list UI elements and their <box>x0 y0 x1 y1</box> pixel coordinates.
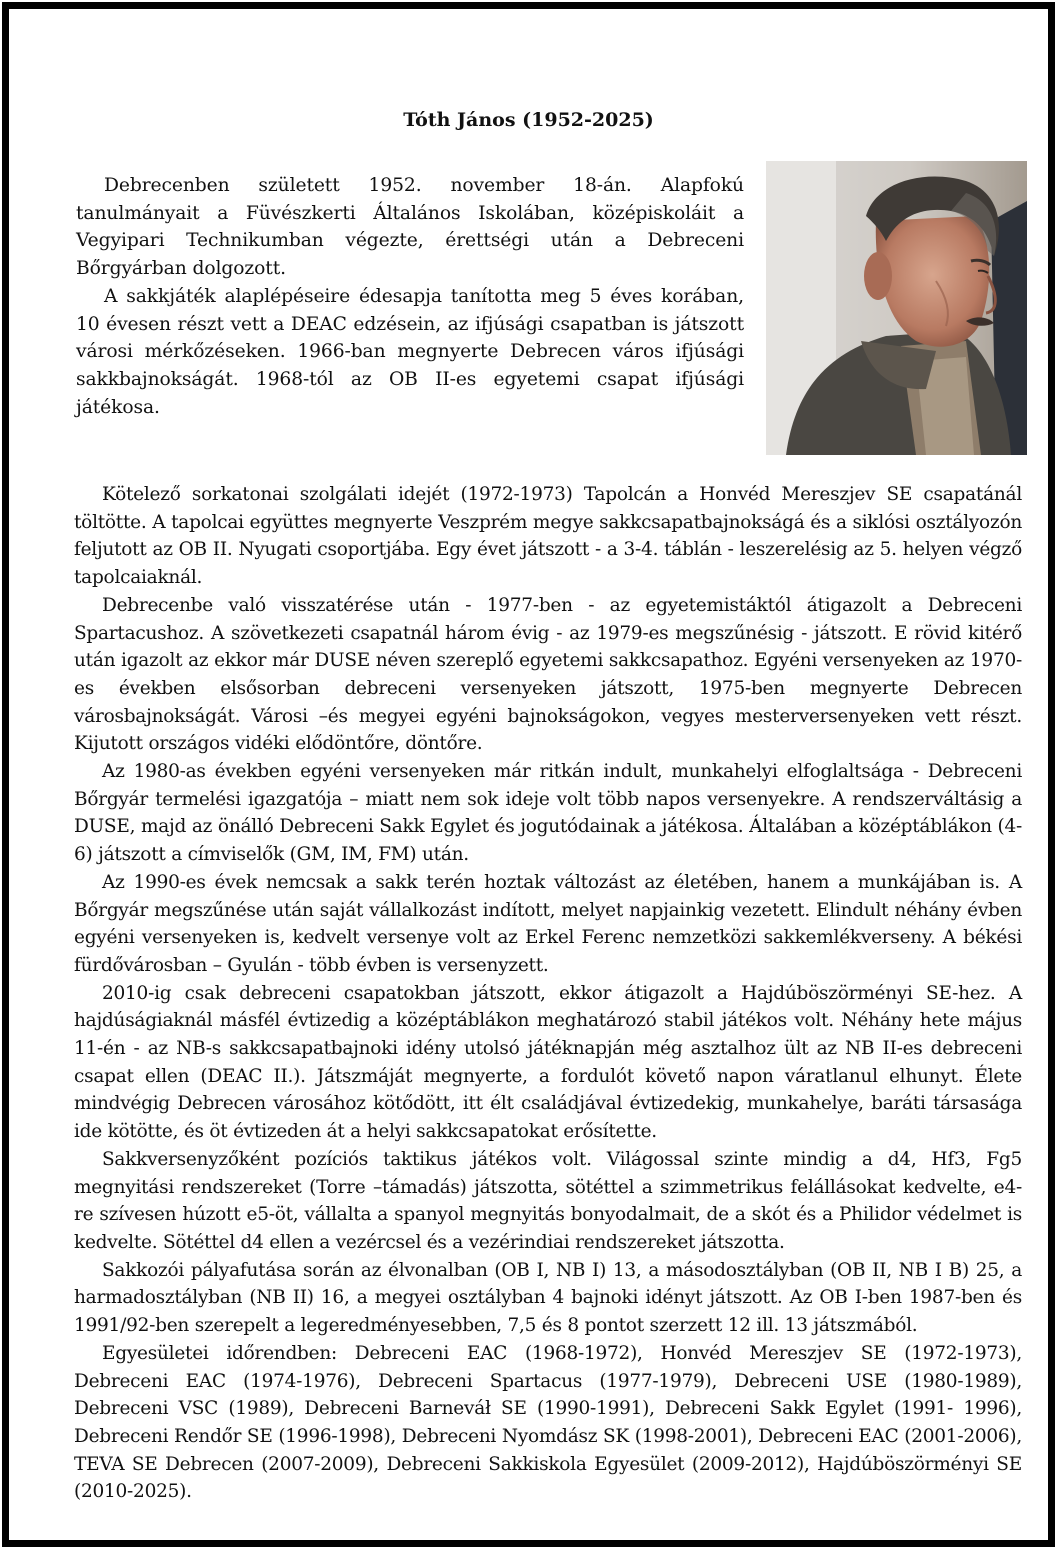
portrait-illustration <box>766 161 1027 455</box>
body-paragraph-career: Sakkozói pályafutása során az élvonalban (OB I, NB I) 13, a másodosztályban (OB II, NB I B) 25, a harmadosztályban (NB II) 16, a megyei osztályban 4 bajnoki idényt játszott. Az OB I-ben 1987-ben és 1991/92-ben szerepelt a legeredményesebben, 7,5 és 8 pontot szerzett 12 ill. 13 játszmából. <box>74 1259 1022 1337</box>
intro-paragraph-1: Debrecenben született 1952. november 18-án. Alapfokú tanulmányait a Füvészkerti Általános Iskolában, középiskoláit a Vegyipari Technikumban végezte, érettségi után a Debreceni Bőrgyárban dolgozott. <box>76 175 744 280</box>
body-paragraph-military: Kötelező sorkatonai szolgálati idejét (1972-1973) Tapolcán a Honvéd Mereszjev SE csapatánál töltötte. A tapolcai együttes megnyerte Veszprém megye sakkcsapatbajnokságá és a siklósi osztályozón feljutott az OB II. Nyugati csoportjába. Egy évet játszott - a 3-4. táblán - leszerelésig az 5. helyen végző tapolcaiaknál. <box>74 484 1022 589</box>
portrait-photo <box>766 161 1027 455</box>
intro-paragraph-2: A sakkjáték alaplépéseire édesapja tanította meg 5 éves korában, 10 évesen részt vett a DEAC edzésein, az ifjúsági csapatban is játszott városi mérkőzéseken. 1966-ban megnyerte Debrecen város ifjúsági sakkbajnokságát. 1968-tól az OB II-es egyetemi csapat ifjúsági játékosa. <box>76 285 744 418</box>
intro-text <box>76 172 744 421</box>
body-paragraph-1980s: Az 1980-as években egyéni versenyeken már ritkán indult, munkahelyi elfoglaltsága - Debreceni Bőrgyár termelési igazgatója – miatt nem sok ideje volt több napos versenyekre. A rendszerváltásig a DUSE, majd az önálló Debreceni Sakk Egylet és jogutódainak a játékosa. Általában a középtáblákon (4-6) játszott a címviselők (GM, IM, FM) után. <box>74 761 1022 866</box>
body-paragraph-style: Sakkversenyzőként pozíciós taktikus játékos volt. Világossal szinte mindig a d4, Hf3, Fg5 megnyitási rendszereket (Torre –támadás) játszotta, sötéttel a szimmetrikus felállásokat kedvelte, e4-re szívesen húzott e5-öt, vállalta a spanyol megnyitás bonyodalmait, de a skót és a Philidor védelmet is kedvelte. Sötéttel d4 ellen a vezércsel és a vezérindiai rendszereket játszotta. <box>74 1148 1022 1253</box>
body-paragraph-1990s: Az 1990-es évek nemcsak a sakk terén hoztak változást az életében, hanem a munkájában is. A Bőrgyár megszűnése után saját vállalkozást indított, melyet napjainkig vezetett. Elindult néhány évben egyéni versenyeken is, kedvelt versenye volt az Erkel Ferenc nemzetközi sakkemlékverseny. A békési fürdővárosban – Gyulán - több évben is versenyzett. <box>74 871 1022 976</box>
document-title: Tóth János (1952-2025) <box>403 109 654 131</box>
body-text <box>74 481 1022 1506</box>
body-paragraph-2010: 2010-ig csak debreceni csapatokban játszott, ekkor átigazolt a Hajdúböszörményi SE-hez. A hajdúságiaknál másfél évtizedig a középtáblákon meghatározó stabil játékos volt. Néhány hete május 11-én - az NB-s sakkcsapatbajnoki idény utolsó játéknapján még asztalhoz ült az NB II-es debreceni csapat ellen (DEAC II.). Játszmáját megnyerte, a fordulót követő napon váratlanul elhunyt. Élete mindvégig Debrecen városához kötődött, itt élt családjával évtizedekig, munkahelye, baráti társasága ide kötötte, és öt évtizeden át a helyi sakkcsapatokat erősítette. <box>74 982 1022 1143</box>
body-paragraph-clubs: Egyesületei időrendben: Debreceni EAC (1968-1972), Honvéd Mereszjev SE (1972-1973), Debreceni EAC (1974-1976), Debreceni Spartacus (1977-1979), Debreceni USE (1980-1989), Debreceni VSC (1989), Debreceni Barneváł SE (1990-1991), Debreceni Sakk Egylet (1991- 1996), Debreceni Rendőr SE (1996-1998), Debreceni Nyomdász SK (1998-2001), Debreceni EAC (2001-2006), TEVA SE Debrecen (2007-2009), Debreceni Sakkiskola Egyesület (2009-2012), Hajdúböszörményi SE (2010-2025). <box>74 1342 1022 1503</box>
body-paragraph-return: Debrecenbe való visszatérése után - 1977-ben - az egyetemistáktól átigazolt a Debreceni Spartacushoz. A szövetkezeti csapatnál három évig - az 1979-es megszűnésig - játszott. E rövid kitérő után igazolt az ekkor már DUSE néven szereplő egyetemi sakkcsapathoz. Egyéni versenyeken az 1970-es években elsősorban debreceni versenyeken játszott, 1975-ben megnyerte Debrecen városbajnokságát. Városi –és megyei egyéni bajnokságokon, vegyes mesterversenyeken vett részt. Kijutott országos vidéki elődöntőre, döntőre. <box>74 594 1022 755</box>
